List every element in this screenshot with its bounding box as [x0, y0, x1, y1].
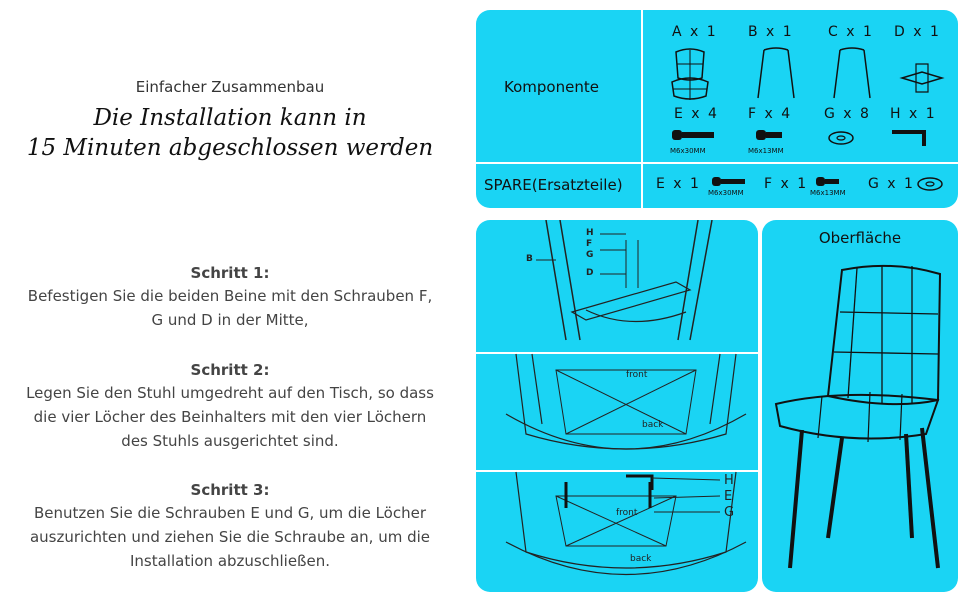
short-screw-f-icon — [816, 176, 842, 188]
seat-icon — [670, 48, 710, 102]
diagram-letter-h: H — [586, 228, 594, 238]
divider — [641, 10, 643, 208]
step-3-diagram — [476, 472, 758, 592]
hex-key-h-icon — [890, 128, 932, 148]
part-e-label: E x 4 — [674, 106, 719, 122]
diagram-letter-d: D — [586, 268, 594, 278]
part-f-size: M6x13MM — [748, 147, 784, 155]
spare-g-label: G x 1 — [868, 176, 915, 192]
step-text-line: Befestigen Sie die beiden Beine mit den Schrauben F, — [27, 287, 433, 305]
diagram-letter-f: F — [586, 239, 593, 249]
spare-label: SPARE(Ersatzteile) — [484, 176, 623, 194]
spare-e-size: M6x30MM — [708, 189, 744, 197]
part-c-label: C x 1 — [828, 24, 874, 40]
steps-diagram-panel — [476, 220, 758, 592]
step-3-front-label: front — [616, 508, 638, 518]
leg-frame-c-icon — [832, 46, 872, 102]
part-e-size: M6x30MM — [670, 147, 706, 155]
title-line-2: 15 Minuten abgeschlossen werden — [26, 135, 434, 161]
cross-bracket-d-icon — [900, 62, 944, 94]
part-f-label: F x 4 — [748, 106, 793, 122]
step-2-front-label: front — [626, 370, 648, 380]
diagram-letter-h: H — [724, 473, 734, 488]
diagram-letter-b: B — [526, 254, 533, 264]
part-g-label: G x 8 — [824, 106, 871, 122]
step-3 — [10, 481, 450, 573]
components-panel — [476, 10, 958, 208]
washer-g-icon — [916, 176, 946, 192]
step-heading: Schritt 2: — [190, 361, 270, 379]
step-1-diagram — [476, 220, 758, 352]
step-text-line: Installation abzuschließen. — [129, 552, 331, 570]
part-b-label: B x 1 — [748, 24, 794, 40]
step-2-back-label: back — [642, 420, 664, 430]
step-heading: Schritt 3: — [190, 481, 270, 499]
page-title — [0, 103, 460, 163]
leg-frame-b-icon — [756, 46, 796, 102]
part-h-label: H x 1 — [890, 106, 937, 122]
step-heading: Schritt 1: — [190, 264, 270, 282]
long-screw-e-icon — [712, 176, 746, 188]
diagram-letter-e: E — [724, 489, 733, 504]
step-text-line: Legen Sie den Stuhl umgedreht auf den Tisch, so dass — [26, 384, 434, 402]
short-screw-f-icon — [756, 128, 786, 142]
step-text-line: G und D in der Mitte, — [151, 311, 309, 329]
spare-f-label: F x 1 — [764, 176, 809, 192]
surface-panel — [762, 220, 958, 592]
part-d-label: D x 1 — [894, 24, 941, 40]
title-line-1: Die Installation kann in — [93, 105, 367, 131]
components-label: Komponente — [504, 78, 599, 96]
subtitle: Einfacher Zusammenbau — [135, 78, 325, 96]
step-text-line: auszurichten und ziehen Sie die Schraube an, um die — [29, 528, 431, 546]
part-a-label: A x 1 — [672, 24, 718, 40]
step-2 — [10, 361, 450, 453]
step-2-diagram — [476, 354, 758, 470]
surface-label: Oberfläche — [818, 229, 902, 247]
spare-f-size: M6x13MM — [810, 189, 846, 197]
divider — [476, 162, 958, 164]
step-text-line: die vier Löcher des Beinhalters mit den vier Löchern — [33, 408, 427, 426]
diagram-letter-g: G — [586, 250, 594, 260]
step-text-line: des Stuhls ausgerichtet sind. — [121, 432, 339, 450]
washer-g-icon — [826, 130, 856, 146]
chair-icon — [762, 220, 958, 592]
long-screw-e-icon — [672, 128, 716, 142]
step-1 — [10, 264, 450, 332]
step-text-line: Benutzen Sie die Schrauben E und G, um die Löcher — [33, 504, 427, 522]
spare-e-label: E x 1 — [656, 176, 701, 192]
diagram-letter-g: G — [724, 505, 735, 520]
step-3-back-label: back — [630, 554, 652, 564]
